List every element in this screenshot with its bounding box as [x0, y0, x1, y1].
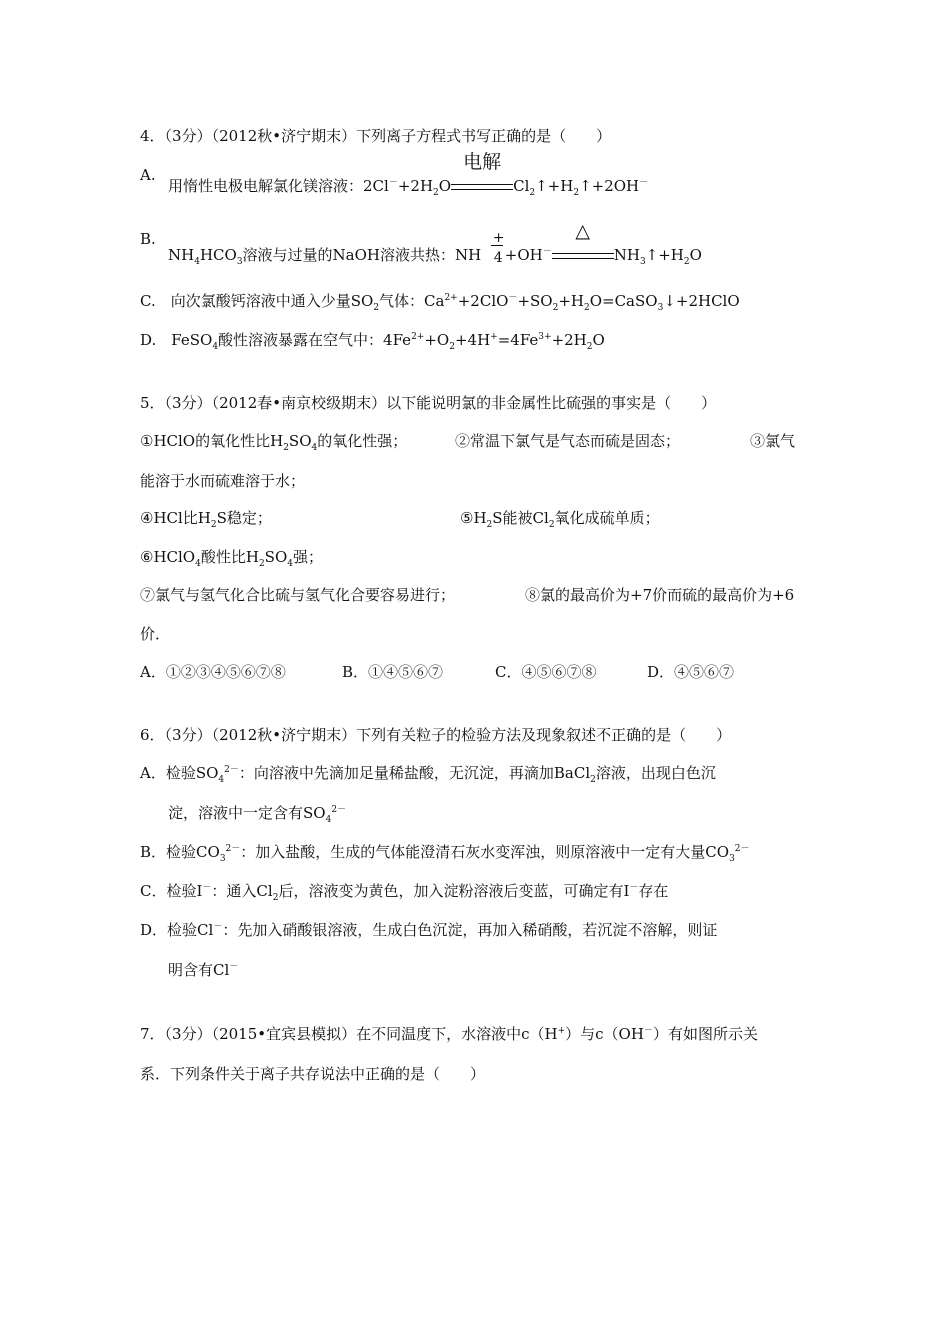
heat-condition-icon: △ [575, 220, 591, 242]
q4-option-d: D. FeSO$_4$酸性溶液暴露在空气中：$4Fe^{2+}+O_2+4H^+=4Fe^{3+}+2H_2O$ [140, 331, 605, 352]
q4-stem: 4．（3分）（2012秋•济宁期末）下列离子方程式书写正确的是（ ） [140, 127, 612, 145]
q5-statement-3: ③氯气 [750, 432, 796, 450]
q5-stem: 5．（3分）（2012春•南京校级期末）以下能说明氯的非金属性比硫强的事实是（ ） [140, 394, 717, 412]
q5-statement-1: ①HClO的氧化性比$H_2SO_4$的氧化性强； [140, 432, 408, 453]
q4-option-a-label: A. [140, 166, 156, 184]
q5-statement-5: $⑤H_2S$能被$Cl_2$氧化成硫单质； [460, 509, 660, 530]
q5-option-d: D．④⑤⑥⑦ [647, 663, 735, 681]
q6-option-d: D．检验Cl－：先加入硝酸银溶液，生成白色沉淀，再加入稀硝酸，若沉淀不溶解，则证 [140, 921, 718, 939]
q6-stem: 6．（3分）（2012秋•济宁期末）下列有关粒子的检验方法及现象叙述不正确的是（ ） [140, 726, 732, 744]
q5-statement-8: ⑧氯的最高价为+7价而硫的最高价为+6 [525, 586, 795, 604]
q5-statement-3-cont: 能溶于水而硫难溶于水； [140, 472, 306, 490]
q5-statement-7: ⑦氯气与氢气化合比硫与氢气化合要容易进行； [140, 586, 456, 604]
q7-stem-line-2: 系．下列条件关于离子共存说法中正确的是（ ） [140, 1065, 486, 1083]
q7-stem-line-1: 7．（3分）（2015•宜宾县模拟）在不同温度下，水溶液中c（H+）与c（OH－）有如图所示关 [140, 1025, 758, 1043]
q5-statement-4: ④HCl比$H_2S$稳定； [140, 509, 272, 530]
equals-sign [552, 253, 614, 259]
q4-option-b-label: B. [140, 230, 156, 248]
ammonium-charge-fraction: $\frac{+}{4}$ [492, 230, 505, 266]
q6-option-d-cont: 明含有Cl－ [168, 961, 239, 979]
q5-statement-6: ⑥HClO$_4$酸性比$H_2SO_4$强； [140, 548, 323, 569]
q5-option-b: B．①④⑤⑥⑦ [342, 663, 444, 681]
q6-option-c: C．检验I－：通入$Cl_2$后，溶液变为黄色，加入淀粉溶液后变蓝，可确定有I－存在 [140, 882, 669, 903]
q6-option-a-cont: 淀，溶液中一定含有$SO_4^{2-}$ [168, 804, 347, 825]
q6-option-a: A．检验$SO_4^{2-}$：向溶液中先滴加足量稀盐酸，无沉淀，再滴加BaCl$_2$溶液，出现白色沉 [140, 764, 716, 785]
q5-statement-8-cont: 价． [140, 625, 171, 643]
electrolysis-condition: 电解 [463, 151, 502, 173]
q5-statement-2: ②常温下氯气是气态而硫是固态； [455, 432, 681, 450]
q5-option-a: A．①②③④⑤⑥⑦⑧ [140, 663, 286, 681]
q4-option-c: C. 向次氯酸钙溶液中通入少量$SO_2$气体：$Ca^{2+}+2ClO^-+SO_2+H_2O=CaSO_3↓+2HClO$ [140, 292, 740, 313]
equals-sign [451, 184, 513, 190]
q4-option-a-text: 用惰性电极电解氯化镁溶液：$2Cl^-+2H_2O$ 电解 $Cl_2↑+H_2↑+2OH^-$ [168, 151, 649, 198]
q5-option-c: C．④⑤⑥⑦⑧ [495, 663, 597, 681]
q6-option-b: B．检验$CO_3^{2-}$：加入盐酸，生成的气体能澄清石灰水变浑浊，则原溶液中一定有大量$CO_3^{2-}$ [140, 843, 750, 864]
q4-option-b-text: $NH_4HCO_3$溶液与过量的NaOH溶液共热：NH $\frac{+}{4}$ +OH－ △ $NH_3↑+H_2O$ [168, 220, 702, 267]
